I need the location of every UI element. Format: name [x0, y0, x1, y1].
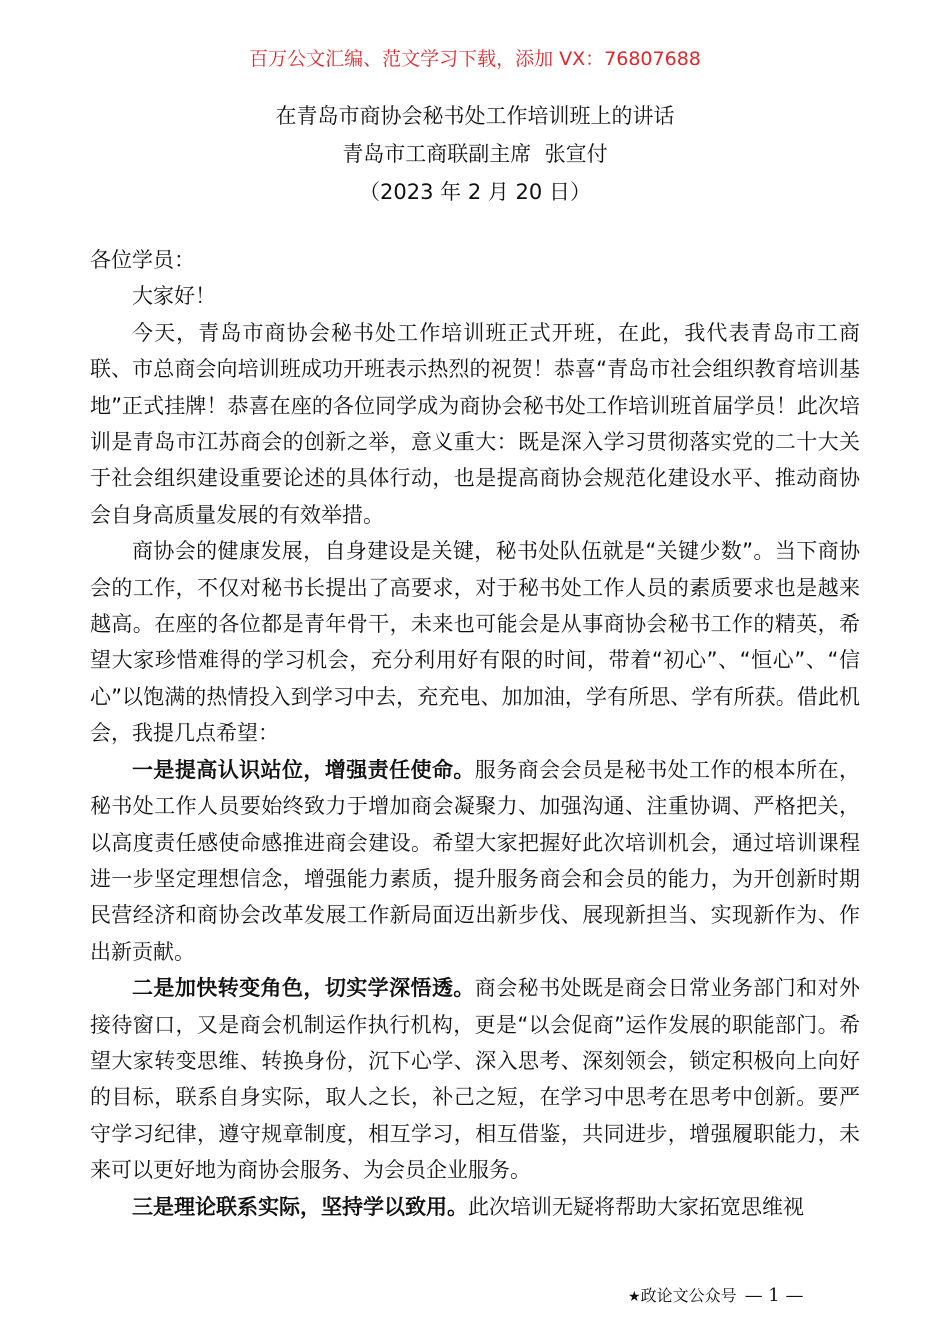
paragraph-point-one	[90, 752, 860, 970]
footer-source: 政论文公众号	[640, 1286, 737, 1305]
document-title-block	[0, 97, 950, 211]
paragraph-point-two	[90, 970, 860, 1188]
speech-body	[90, 242, 860, 1225]
page-footer	[628, 1284, 803, 1309]
point-two-heading: 二是加快转变角色，切实学深悟透。	[132, 976, 475, 1001]
star-icon: ★	[628, 1289, 641, 1305]
paragraph-opening: 今天，青岛市商协会秘书处工作培训班正式开班，在此，我代表青岛市工商联、市总商会向培训班成功开班表示热烈的祝贺！恭喜“青岛市社会组织教育培训基地”正式挂牌！恭喜在座的各位同学成为商协会秘书处工作培训班首届学员！此次培训是青岛市江苏商会的创新之举，意义重大：既是深入学习贯彻落实党的二十大关于社会组织建设重要论述的具体行动，也是提高商协会规范化建设水平、推动商协会自身高质量发展的有效举措。	[90, 320, 860, 527]
document-title: 在青岛市商协会秘书处工作培训班上的讲话	[275, 104, 675, 128]
date-line: （2023 年 2 月 20 日）	[359, 180, 591, 204]
greeting: 大家好！	[132, 284, 216, 309]
point-three-heading: 三是理论联系实际，坚持学以致用。	[132, 1194, 468, 1219]
point-one-heading: 一是提高认识站位，增强责任使命。	[132, 757, 475, 782]
point-two-text: 商会秘书处既是商会日常业务部门和对外接待窗口，又是商会机制运作执行机构，更是“以会促商”运作发展的职能部门。希望大家转变思维、转换身份，沉下心学、深入思考、深刻领会，锁定积极向上向好的目标，联系自身实际，取人之长，补己之短，在学习中思考在思考中创新。要严守学习纪律，遵守规章制度，相互学习，相互借鉴，共同进步，增强履职能力，未来可以更好地为商协会服务、为会员企业服务。	[90, 976, 861, 1183]
page-number: — 1 —	[744, 1285, 804, 1306]
paragraph-key-minority: 商协会的健康发展，自身建设是关键，秘书处队伍就是“关键少数”。当下商协会的工作，不仅对秘书长提出了高要求，对于秘书处工作人员的素质要求也是越来越高。在座的各位都是青年骨干，未来也可能会是从事商协会秘书工作的精英，希望大家珍惜难得的学习机会，充分利用好有限的时间，带着“初心”、“恒心”、“信心”以饱满的热情投入到学习中去，充充电、加加油，学有所思、学有所获。借此机会，我提几点希望：	[90, 539, 860, 746]
salutation: 各位学员：	[90, 248, 195, 272]
point-one-text: 服务商会会员是秘书处工作的根本所在，秘书处工作人员要始终致力于增加商会凝聚力、加强沟通、注重协调、严格把关，以高度责任感使命感推进商会建设。希望大家把握好此次培训机会，通过培训课程进一步坚定理想信念，增强能力素质，提升服务商会和会员的能力，为开创新时期民营经济和商协会改革发展工作新局面迈出新步伐、展现新担当、实现新作为、作出新贡献。	[90, 757, 861, 964]
watermark-banner: 百万公文汇编、范文学习下载，添加 VX：76807688	[249, 48, 701, 70]
speaker-line: 青岛市工商联副主席 张宣付	[342, 142, 608, 166]
point-three-text: 此次培训无疑将帮助大家拓宽思维视	[468, 1194, 804, 1219]
paragraph-point-three	[90, 1189, 860, 1225]
